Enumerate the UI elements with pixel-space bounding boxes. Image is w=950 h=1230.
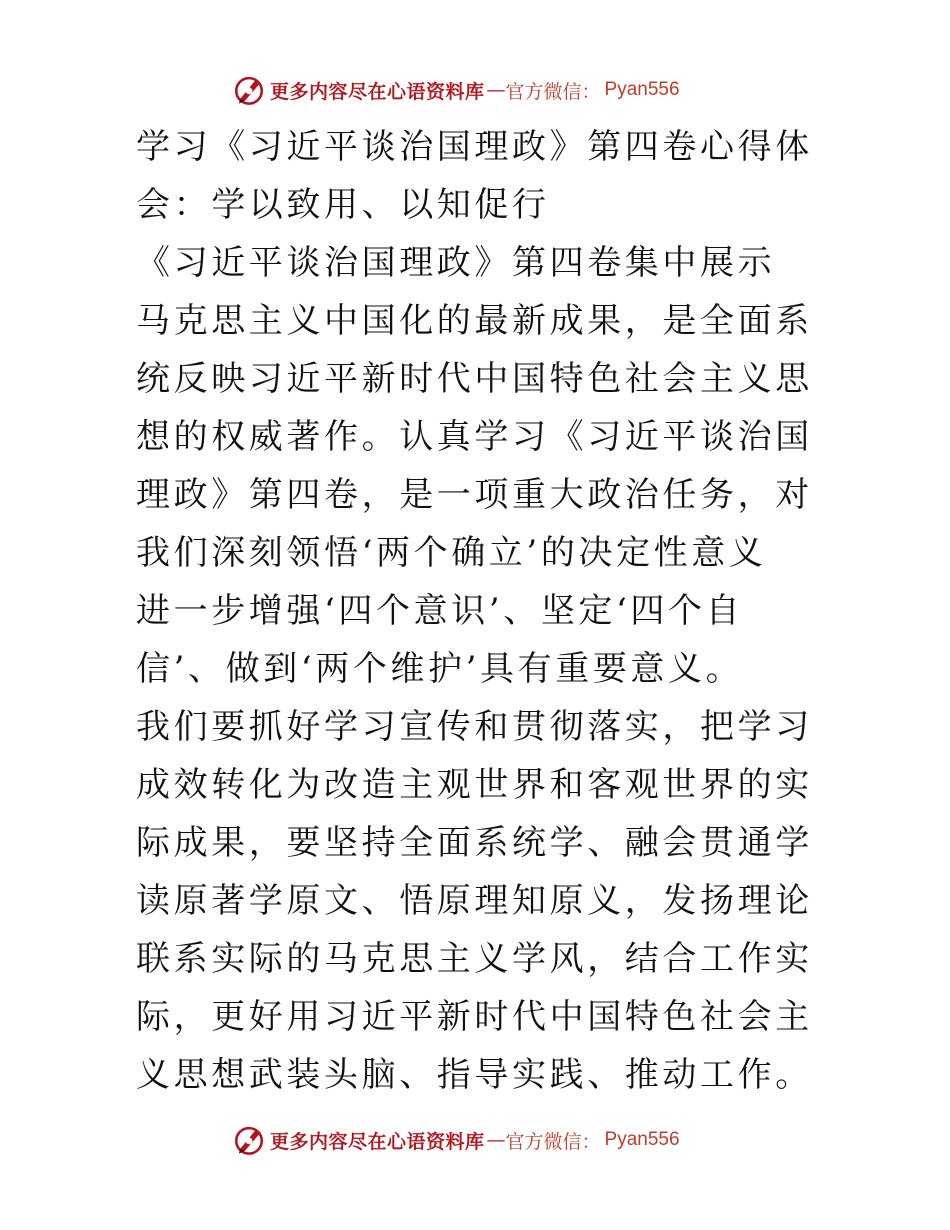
banner-separator: — (486, 1129, 506, 1151)
banner-main-text: 更多内容尽在心语资料库 (270, 80, 485, 103)
paragraph-line: 我们深刻领悟‘两个确立’的决定性意义 (136, 533, 767, 573)
paragraph-line: 义思想武装头脑、指导实践、推动工作。 (136, 1055, 813, 1095)
header-banner (232, 70, 680, 110)
paragraph-line: 际成果，要坚持全面系统学、融会贯通学 (136, 823, 813, 863)
paragraph-line: 进一步增强‘四个意识’、坚定‘四个自 (136, 591, 744, 631)
pen-logo-icon (232, 73, 266, 107)
paragraph-line: 信’、做到‘两个维护’具有重要意义。 (136, 649, 744, 689)
paragraph-line: 我们要抓好学习宣传和贯彻落实，把学习 (136, 707, 813, 747)
document-body (136, 118, 813, 1104)
paragraph-line: 理政》第四卷，是一项重大政治任务，对 (136, 475, 813, 515)
document-title-line-2: 会：学以致用、以知促行 (136, 185, 550, 225)
paragraph-line: 际，更好用习近平新时代中国特色社会主 (136, 997, 813, 1037)
footer-banner (232, 1120, 680, 1160)
paragraph-line: 统反映习近平新时代中国特色社会主义思 (136, 359, 813, 399)
banner-wechat-label: 官方微信： (505, 80, 601, 103)
banner-wechat-id: Pyan556 (604, 79, 680, 100)
paragraph-line: 成效转化为改造主观世界和客观世界的实 (136, 765, 813, 805)
document-title-line-1: 学习《习近平谈治国理政》第四卷心得体 (136, 127, 813, 167)
paragraph-line: 马克思主义中国化的最新成果，是全面系 (136, 301, 813, 341)
paragraph-line: 《习近平谈治国理政》第四卷集中展示 (136, 243, 776, 283)
banner-wechat-id: Pyan556 (604, 1129, 680, 1150)
paragraph-line: 联系实际的马克思主义学风，结合工作实 (136, 939, 813, 979)
banner-main-text: 更多内容尽在心语资料库 (270, 1130, 485, 1153)
banner-separator: — (486, 79, 506, 101)
paragraph-line: 想的权威著作。认真学习《习近平谈治国 (136, 417, 813, 457)
pen-logo-icon (232, 1123, 266, 1157)
paragraph-line: 读原著学原文、悟原理知原义，发扬理论 (136, 881, 813, 921)
banner-wechat-label: 官方微信： (505, 1130, 601, 1153)
